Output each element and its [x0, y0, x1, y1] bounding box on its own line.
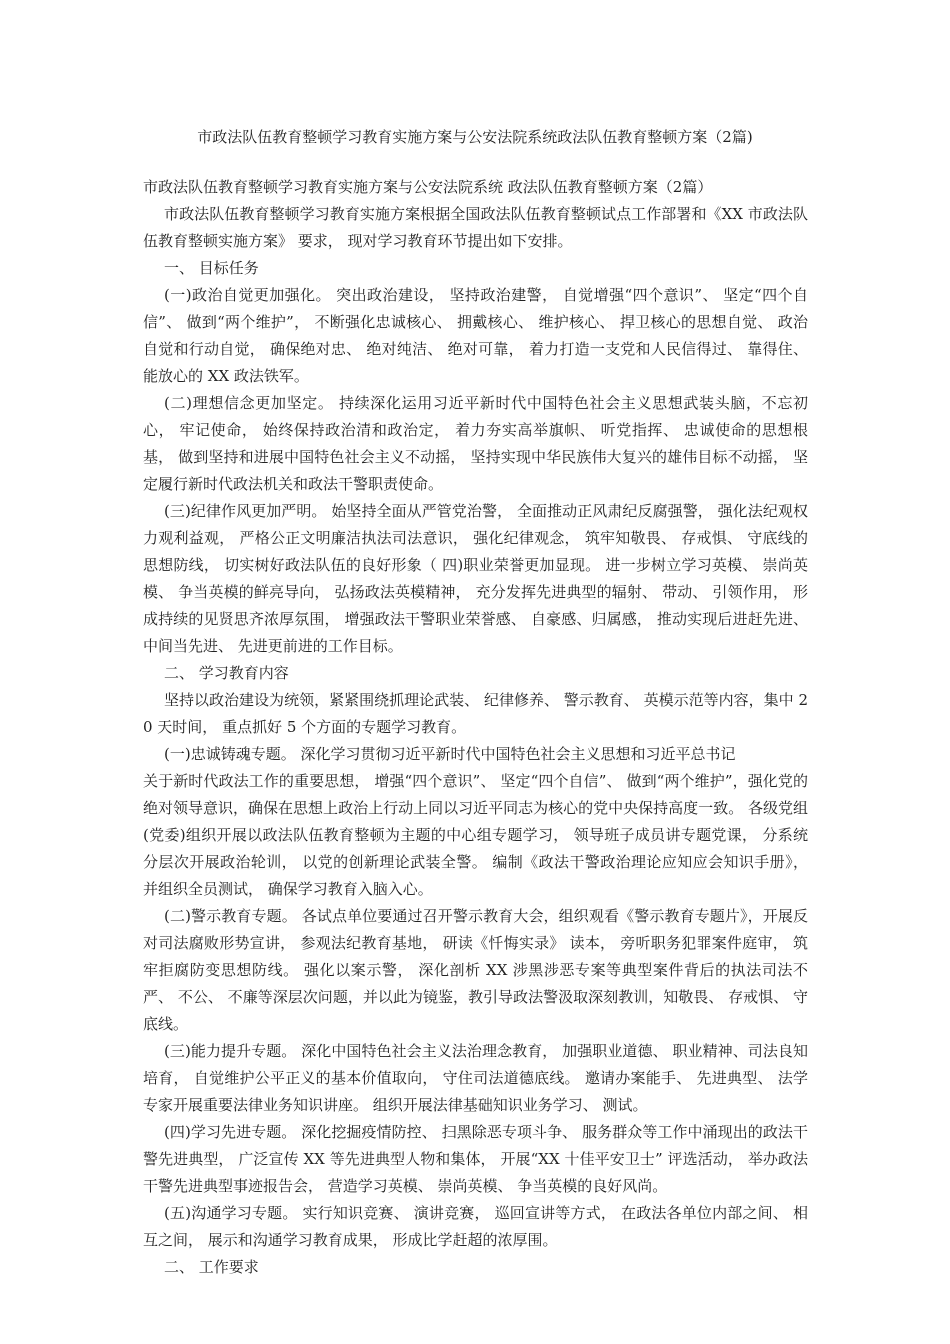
- paragraph-topic-3: (三)能力提升专题。 深化中国特色社会主义法治理念教育， 加强职业道德、 职业精神、司法良知培育， 自觉维护公平正义的基本价值取向， 守住司法道德底线。 邀请办案能手、 先进典型、 法学专家开展重要法律业务知识讲座。 组织开展法律基础知识业务学习、 测试。: [143, 1042, 808, 1114]
- section-heading-goals: 一、 目标任务: [164, 259, 259, 277]
- paragraph-topic-4: (四)学习先进专题。 深化挖掘疫情防控、 扫黑除恶专项斗争、 服务群众等工作中涌现出的政法干警先进典型， 广泛宣传 XX 等先进典型人物和集体， 开展“XX 十佳平安卫士” 评选活动， 举办政法干警先进典型事迹报告会， 营造学习英模、 崇尚英模、 争当英模的良好风尚。: [143, 1123, 808, 1195]
- document-body: [143, 174, 808, 1281]
- paragraph-topic-1: (一)忠诚铸魂专题。 深化学习贯彻习近平新时代中国特色社会主义思想和习近平总书记: [164, 745, 736, 763]
- section-heading-requirements: 二、 工作要求: [164, 1258, 259, 1276]
- paragraph-goal-2: (二)理想信念更加坚定。 持续深化运用习近平新时代中国特色社会主义思想武装头脑，不忘初心， 牢记使命， 始终保持政治清和政治定， 着力夯实高举旗帜、 听党指挥、 忠诚使命的思想根基， 做到坚持和进展中国特色社会主义不动摇， 坚持实现中华民族伟大复兴的雄伟目标不动摇， 坚定履行新时代政法机关和政法干警职责使命。: [143, 394, 808, 493]
- paragraph-topic-5: (五)沟通学习专题。 实行知识竞赛、 演讲竞赛， 巡回宣讲等方式， 在政法各单位内部之间、 相互之间， 展示和沟通学习教育成果， 形成比学赶超的浓厚围。: [143, 1204, 808, 1249]
- document-title: 市政法队伍教育整顿学习教育实施方案与公安法院系统政法队伍教育整顿方案（2篇): [197, 128, 753, 146]
- section-heading-content: 二、 学习教育内容: [164, 664, 289, 682]
- paragraph-goal-3: (三)纪律作风更加严明。 始坚持全面从严管党治警， 全面推动正风肃纪反腐强警， 强化法纪观权力观利益观， 严格公正文明廉洁执法司法意识， 强化纪律观念， 筑牢知敬畏、 存戒惧、 守底线的思想防线， 切实树好政法队伍的良好形象（ 四)职业荣誉更加显现。 进一步树立学习英模、 崇尚英模、 争当英模的鲜亮导向， 弘扬政法英模精神， 充分发挥先进典型的辐射、 带动、 引领作用， 形成持续的见贤思齐浓厚氛围， 增强政法干警职业荣誉感、 自豪感、归属感， 推动实现后进赶先进、 中间当先进、 先进更前进的工作目标。: [143, 502, 808, 655]
- paragraph-intro: 市政法队伍教育整顿学习教育实施方案根据全国政法队伍教育整顿试点工作部署和《XX 市政法队伍教育整顿实施方案》 要求， 现对学习教育环节提出如下安排。: [143, 205, 808, 250]
- body-subtitle: 市政法队伍教育整顿学习教育实施方案与公安法院系统 政法队伍教育整顿方案（2篇）: [143, 178, 713, 196]
- paragraph-topic-1-cont: 关于新时代政法工作的重要思想， 增强“四个意识”、 坚定“四个自信”、 做到“两个维护”，强化党的绝对领导意识，确保在思想上政治上行动上同以习近平同志为核心的党中央保持高度一致。 各级党组(党委)组织开展以政法队伍教育整顿为主题的中心组专题学习， 领导班子成员讲专题党课， 分系统分层次开展政治轮训， 以党的创新理论武装全警。 编制《政法干警政治理论应知应会知识手册》， 并组织全员测试， 确保学习教育入脑入心。: [143, 772, 808, 898]
- paragraph-goal-1: (一)政治自觉更加强化。 突出政治建设， 坚持政治建警， 自觉增强“四个意识”、 坚定“四个自信”、 做到“两个维护”， 不断强化忠诚核心、 拥戴核心、 维护核心、 捍卫核心的思想自觉、 政治自觉和行动自觉， 确保绝对忠、 绝对纯洁、 绝对可靠， 着力打造一支党和人民信得过、 靠得住、 能放心的 XX 政法铁军。: [143, 286, 808, 385]
- paragraph-topic-2: (二)警示教育专题。 各试点单位要通过召开警示教育大会，组织观看《警示教育专题片》，开展反对司法腐败形势宣讲， 参观法纪教育基地， 研读《忏悔实录》 读本， 旁听职务犯罪案件庭审， 筑牢拒腐防变思想防线。 强化以案示警， 深化剖析 XX 涉黑涉恶专案等典型案件背后的执法司法不严、 不公、 不廉等深层次问题，并以此为镜鉴，教引导政法警汲取深刻教训，知敬畏、 存戒惧、 守底线。: [143, 907, 808, 1033]
- paragraph-content-intro: 坚持以政治建设为统领，紧紧围绕抓理论武装、 纪律修养、 警示教育、 英模示范等内容，集中 20 天时间， 重点抓好 5 个方面的专题学习教育。: [143, 691, 808, 736]
